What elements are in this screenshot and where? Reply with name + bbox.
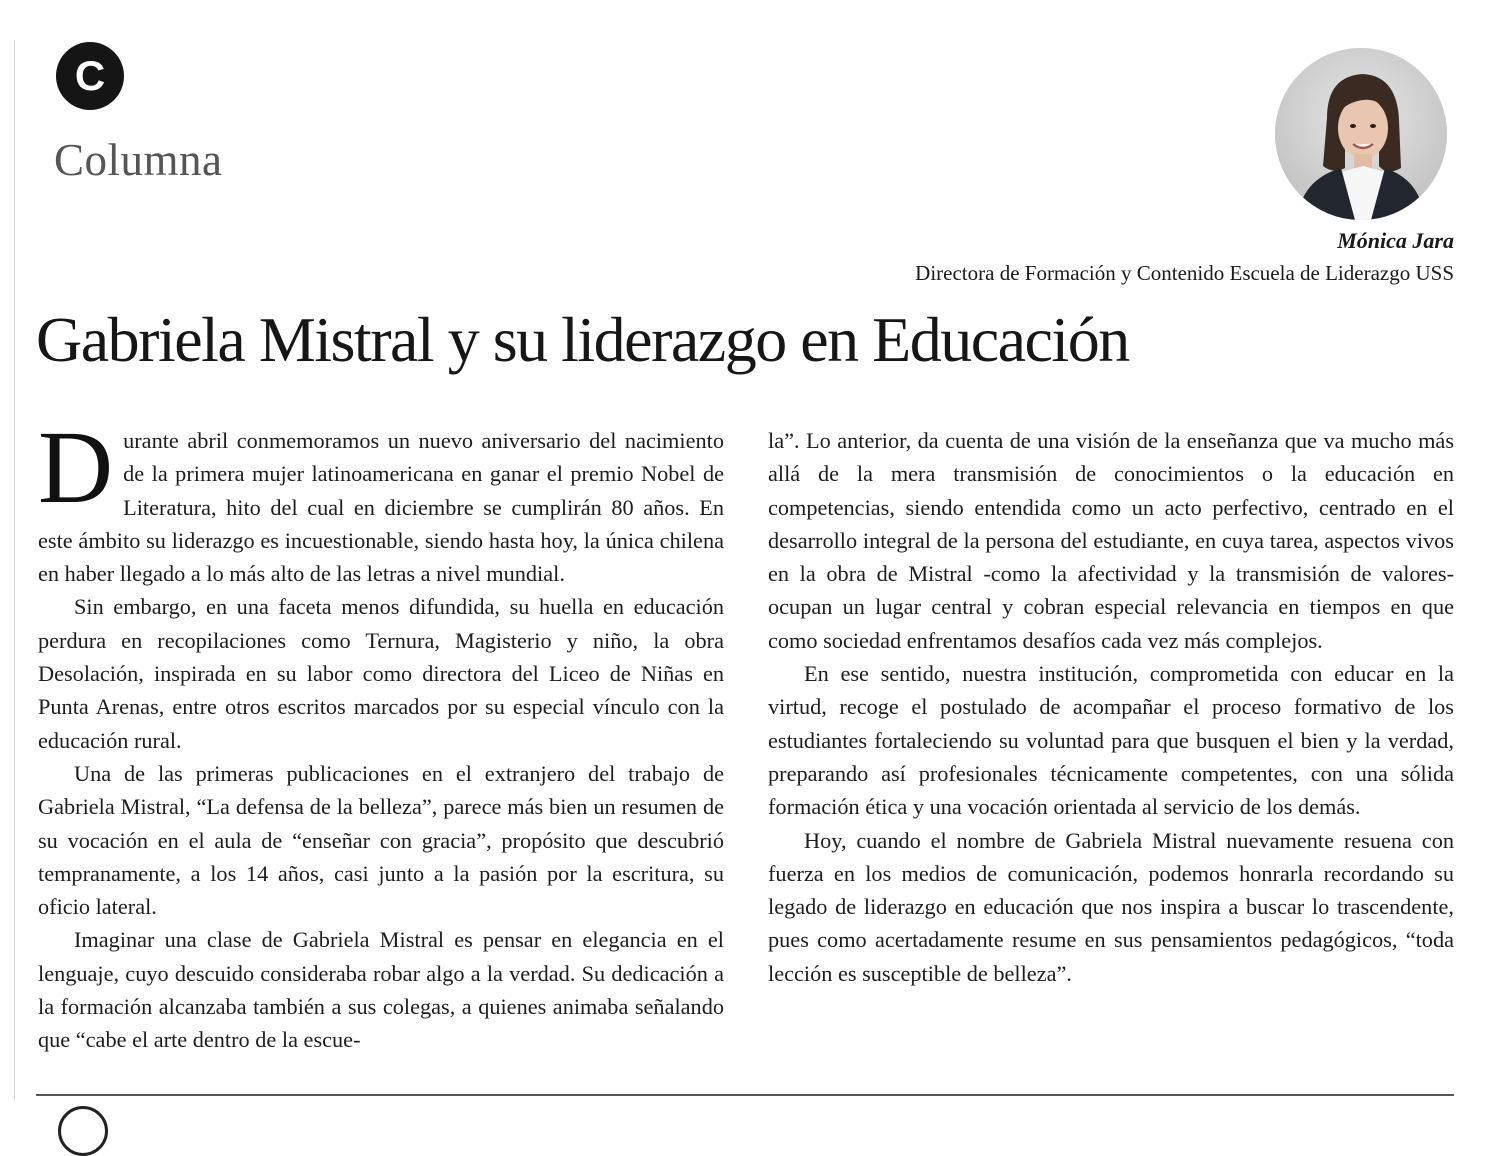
drop-cap: D <box>38 410 114 525</box>
paragraph: la”. Lo anterior, da cuenta de una visión de la enseñanza que va mucho más allá de la mera transmisión de conocimientos o la educación en competencias, siendo entendida como un acto perfectivo, centrado en el desarrollo integral de la persona del estudiante, en cuya tarea, aspectos vivos en la obra de Mistral -como la afectividad y la transmisión de valores- ocupan un lugar central y cobran especial relevancia en tiempos en que como sociedad enfrentamos desafíos cada vez más complejos. <box>768 428 1454 653</box>
author-portrait-icon <box>1275 48 1447 220</box>
paragraph: Hoy, cuando el nombre de Gabriela Mistral nuevamente resuena con fuerza en los medios de comunicación, podemos honrarla recordando su legado de liderazgo en educación que nos inspira a buscar lo trascendente, pues como acertadamente resume en sus pensamientos pedagógicos, “toda lección es susceptible de belleza”. <box>768 827 1454 986</box>
byline <box>915 226 1454 290</box>
article-column-left <box>38 410 724 1057</box>
author-role: Directora de Formación y Contenido Escuela de Liderazgo USS <box>915 261 1454 285</box>
paragraph-text: urante abril conmemoramos un nuevo aniversario del nacimiento de la primera mujer latinoamericana en ganar el premio Nobel de Literatura, hito del cual en diciembre se cumplirán 80 años. En este ámbito su liderazgo es incuestionable, siendo hasta hoy, la única chilena en haber llegado a lo más alto de las letras a nivel mundial. <box>38 428 724 587</box>
page-edge-divider <box>14 40 15 1100</box>
author-name: Mónica Jara <box>1337 228 1454 253</box>
article-column-right <box>768 424 1454 990</box>
next-section-badge-icon <box>58 1106 108 1156</box>
section-title: Columna <box>54 135 223 185</box>
bottom-divider <box>36 1094 1454 1096</box>
paragraph <box>38 410 724 590</box>
paragraph: Sin embargo, en una faceta menos difundida, su huella en educación perdura en recopilaciones como Ternura, Magisterio y niño, la obra Desolación, inspirada en su labor como directora del Liceo de Niñas en Punta Arenas, entre otros escritos marcados por su especial vínculo con la educación rural. <box>38 594 724 753</box>
author-photo <box>1275 48 1447 220</box>
paragraph: Imaginar una clase de Gabriela Mistral es pensar en elegancia en el lenguaje, cuyo descuido consideraba robar algo a la verdad. Su dedicación a la formación alcanzaba también a sus colegas, a quienes animaba señalando que “cabe el arte dentro de la escue- <box>38 927 724 1053</box>
paragraph: Una de las primeras publicaciones en el extranjero del trabajo de Gabriela Mistral, “La defensa de la belleza”, parece más bien un resumen de su vocación en el aula de “enseñar con gracia”, propósito que descubrió tempranamente, a los 14 años, casi junto a la pasión por la escritura, su oficio lateral. <box>38 760 724 920</box>
section-badge-icon: C <box>56 42 124 110</box>
paragraph: En ese sentido, nuestra institución, comprometida con educar en la virtud, recoge el postulado de acompañar el proceso formativo de los estudiantes fortaleciendo su voluntad para que busquen el bien y la verdad, preparando así profesionales técnicamente competentes, con una sólida formación ética y una vocación orientada al servicio de los demás. <box>768 661 1454 820</box>
article-headline: Gabriela Mistral y su liderazgo en Educación <box>36 304 1129 375</box>
